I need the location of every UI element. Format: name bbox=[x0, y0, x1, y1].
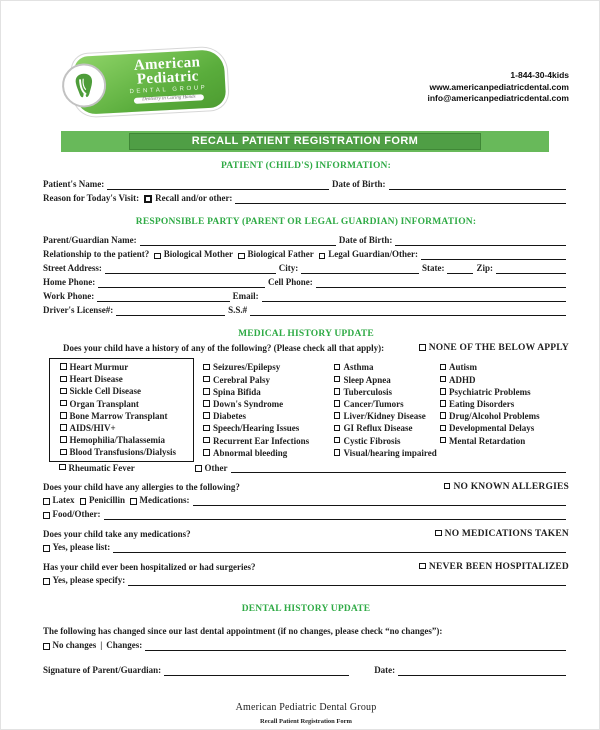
biological-father-checkbox[interactable] bbox=[238, 253, 245, 260]
condition-checkbox[interactable] bbox=[203, 425, 210, 432]
condition-checkbox[interactable] bbox=[440, 388, 447, 395]
relationship-label: Relationship to the patient? bbox=[43, 249, 150, 259]
conditions-last-row bbox=[43, 463, 569, 473]
condition-checkbox[interactable] bbox=[334, 388, 341, 395]
condition-checkbox[interactable] bbox=[440, 437, 447, 444]
condition-item bbox=[334, 361, 440, 373]
company-logo bbox=[74, 49, 227, 115]
allergies-question: Does your child have any allergies to the following? bbox=[43, 481, 240, 492]
legal-guardian-label: Legal Guardian/Other: bbox=[328, 249, 419, 259]
guardian-dob-field[interactable] bbox=[395, 237, 566, 246]
biological-mother-checkbox[interactable] bbox=[154, 253, 161, 260]
condition-label: Sickle Cell Disease bbox=[69, 386, 141, 397]
drivers-license-label: Driver's License#: bbox=[43, 305, 114, 315]
logo-dental-group: DENTAL GROUP bbox=[129, 85, 208, 96]
condition-item bbox=[334, 374, 440, 386]
condition-checkbox[interactable] bbox=[60, 436, 67, 443]
dental-intro-row bbox=[43, 626, 569, 637]
medications-yes-checkbox[interactable] bbox=[43, 545, 50, 552]
work-phone-field[interactable] bbox=[97, 293, 229, 302]
condition-label: Abnormal bleeding bbox=[212, 447, 288, 458]
none-apply-label: NONE OF THE BELOW APPLY bbox=[428, 343, 569, 353]
visit-reason-row bbox=[43, 193, 569, 204]
condition-label: Visual/hearing impaired bbox=[343, 447, 437, 458]
city-field[interactable] bbox=[301, 265, 419, 274]
date-label: Date: bbox=[374, 664, 396, 675]
cell-phone-label: Cell Phone: bbox=[268, 277, 313, 287]
condition-checkbox[interactable] bbox=[60, 412, 67, 419]
condition-checkbox[interactable] bbox=[60, 363, 67, 370]
condition-item bbox=[60, 398, 190, 410]
dental-intro: The following has changed since our last dental appointment (if no changes, please check “no changes”): bbox=[43, 625, 443, 636]
biological-mother-label: Biological Mother bbox=[163, 249, 234, 259]
footer-company-name: American Pediatric Dental Group bbox=[235, 701, 377, 713]
medical-intro-row bbox=[43, 343, 569, 353]
condition-label: Down's Syndrome bbox=[212, 399, 284, 410]
condition-label: Rheumatic Fever bbox=[68, 462, 135, 473]
condition-label: Cerebral Palsy bbox=[212, 374, 271, 385]
patient-name-row bbox=[43, 179, 569, 190]
no-medications-checkbox[interactable] bbox=[435, 530, 442, 537]
visit-other-field[interactable] bbox=[235, 195, 566, 204]
condition-label: Sleep Apnea bbox=[343, 374, 391, 385]
recall-checkbox[interactable] bbox=[144, 195, 152, 203]
condition-item bbox=[203, 447, 330, 459]
condition-checkbox[interactable] bbox=[60, 400, 67, 407]
medical-section-title: MEDICAL HISTORY UPDATE bbox=[238, 329, 374, 339]
logo-text bbox=[110, 49, 226, 105]
condition-label: AIDS/HIV+ bbox=[69, 423, 116, 434]
form-title: RECALL PATIENT REGISTRATION FORM bbox=[129, 133, 481, 150]
condition-item bbox=[203, 361, 330, 373]
condition-label: Developmental Delays bbox=[449, 423, 535, 434]
condition-item bbox=[203, 422, 330, 434]
cell-phone-field[interactable] bbox=[316, 279, 566, 288]
condition-checkbox[interactable] bbox=[60, 388, 67, 395]
condition-label: Autism bbox=[449, 362, 478, 373]
condition-item bbox=[203, 374, 330, 386]
condition-item bbox=[334, 447, 440, 459]
no-known-allergies-label: NO KNOWN ALLERGIES bbox=[453, 481, 569, 492]
no-changes-row bbox=[43, 640, 569, 651]
condition-checkbox[interactable] bbox=[440, 364, 447, 371]
hospital-yes-checkbox[interactable] bbox=[43, 578, 50, 585]
signature-field[interactable] bbox=[164, 667, 349, 676]
hospital-question-row bbox=[43, 562, 569, 572]
recall-label: Recall and/or other: bbox=[155, 193, 233, 203]
condition-checkbox[interactable] bbox=[203, 412, 210, 419]
condition-label: Diabetes bbox=[212, 411, 246, 422]
dental-section-title: DENTAL HISTORY UPDATE bbox=[241, 603, 371, 614]
zip-label: Zip: bbox=[476, 263, 493, 273]
condition-item bbox=[60, 385, 190, 397]
email-field[interactable] bbox=[262, 293, 566, 302]
no-medications-label: NO MEDICATIONS TAKEN bbox=[444, 528, 569, 539]
medications-yes-row bbox=[43, 542, 569, 553]
condition-checkbox[interactable] bbox=[334, 449, 341, 456]
never-hospitalized-option bbox=[419, 562, 569, 572]
hospital-specify-field[interactable] bbox=[128, 577, 566, 586]
none-apply-checkbox[interactable] bbox=[419, 344, 426, 351]
condition-label: Organ Transplant bbox=[69, 398, 139, 409]
condition-item bbox=[440, 361, 569, 373]
state-field[interactable] bbox=[447, 265, 473, 274]
condition-checkbox[interactable] bbox=[440, 376, 447, 383]
form-header bbox=[43, 53, 569, 123]
condition-item bbox=[203, 386, 330, 398]
condition-checkbox[interactable] bbox=[203, 437, 210, 444]
condition-label: Tuberculosis bbox=[343, 386, 392, 397]
condition-checkbox[interactable] bbox=[60, 424, 67, 431]
medications-allergy-checkbox[interactable] bbox=[130, 498, 137, 505]
condition-label: GI Reflux Disease bbox=[343, 423, 413, 434]
condition-other-label: Other bbox=[204, 462, 228, 473]
conditions-column-4 bbox=[440, 358, 569, 447]
conditions-column-2 bbox=[203, 358, 330, 459]
condition-label: Hemophilia/Thalassemia bbox=[69, 435, 166, 446]
condition-item bbox=[440, 435, 569, 447]
condition-item bbox=[334, 422, 440, 434]
allergies-question-row bbox=[43, 482, 569, 492]
medications-list-field[interactable] bbox=[113, 544, 566, 553]
work-phone-label: Work Phone: bbox=[43, 291, 95, 301]
condition-checkbox[interactable] bbox=[59, 464, 66, 471]
logo-word-pediatric: Pediatric bbox=[136, 68, 200, 88]
condition-other-field[interactable] bbox=[231, 464, 567, 473]
separator: | bbox=[100, 639, 103, 650]
email-label: Email: bbox=[232, 291, 259, 301]
condition-other-item bbox=[195, 463, 569, 473]
conditions-column-3 bbox=[334, 358, 440, 459]
condition-label: Spina Bifida bbox=[212, 386, 261, 397]
website-url: www.americanpediatricdental.com bbox=[429, 81, 569, 92]
guardian-name-label: Parent/Guardian Name: bbox=[43, 235, 137, 245]
never-hospitalized-checkbox[interactable] bbox=[419, 563, 426, 570]
condition-item bbox=[203, 435, 330, 447]
latex-label: Latex bbox=[52, 494, 75, 505]
food-other-label: Food/Other: bbox=[52, 508, 101, 519]
logo-word-american: American bbox=[133, 54, 201, 74]
email-address: info@americanpediatricdental.com bbox=[427, 93, 569, 103]
legal-guardian-checkbox[interactable] bbox=[319, 253, 326, 260]
condition-checkbox[interactable] bbox=[60, 376, 67, 383]
condition-item bbox=[60, 410, 190, 422]
form-title-banner bbox=[61, 131, 549, 152]
condition-item bbox=[334, 410, 440, 422]
street-address-field[interactable] bbox=[105, 265, 276, 274]
guardian-name-row bbox=[43, 235, 569, 246]
food-other-checkbox[interactable] bbox=[43, 512, 50, 519]
patient-name-label: Patient's Name: bbox=[43, 179, 105, 189]
condition-checkbox[interactable] bbox=[203, 388, 210, 395]
condition-label: Cystic Fibrosis bbox=[343, 435, 401, 446]
never-hospitalized-label: NEVER BEEN HOSPITALIZED bbox=[428, 561, 569, 572]
condition-item bbox=[334, 398, 440, 410]
visit-reason-label: Reason for Today's Visit: bbox=[43, 193, 140, 203]
condition-item bbox=[60, 422, 190, 434]
no-changes-label: No changes bbox=[52, 639, 97, 650]
condition-checkbox[interactable] bbox=[334, 400, 341, 407]
food-other-row bbox=[43, 509, 569, 520]
hospital-question: Has your child ever been hospitalized or had surgeries? bbox=[43, 561, 256, 572]
responsible-section-title: RESPONSIBLE PARTY (PARENT OR LEGAL GUARDIAN) INFORMATION: bbox=[135, 217, 477, 227]
condition-other-checkbox[interactable] bbox=[195, 465, 202, 472]
date-field[interactable] bbox=[398, 667, 566, 676]
signature-label: Signature of Parent/Guardian: bbox=[43, 664, 162, 675]
logo-tagline: Dentistry in Caring Hands bbox=[134, 94, 204, 104]
phone-number: 1-844-30-4kids bbox=[510, 70, 569, 80]
signature-row bbox=[43, 665, 569, 676]
condition-checkbox[interactable] bbox=[440, 425, 447, 432]
changes-field[interactable] bbox=[145, 642, 566, 651]
condition-label: Drug/Alcohol Problems bbox=[449, 411, 540, 422]
condition-label: Asthma bbox=[343, 362, 374, 373]
medications-yes-label: Yes, please list: bbox=[52, 541, 111, 552]
condition-label: Seizures/Epilepsy bbox=[212, 362, 281, 373]
license-row bbox=[43, 305, 569, 316]
condition-item bbox=[203, 398, 330, 410]
condition-item bbox=[440, 386, 569, 398]
guardian-dob-label: Date of Birth: bbox=[338, 235, 393, 245]
condition-label: Heart Disease bbox=[69, 374, 123, 385]
condition-checkbox[interactable] bbox=[440, 400, 447, 407]
changes-label: Changes: bbox=[106, 639, 143, 650]
condition-label: Recurrent Ear Infections bbox=[212, 435, 310, 446]
food-other-field[interactable] bbox=[104, 511, 567, 520]
street-address-label: Street Address: bbox=[43, 263, 102, 273]
city-label: City: bbox=[278, 263, 299, 273]
ssn-label: S.S.# bbox=[228, 305, 248, 315]
state-label: State: bbox=[421, 263, 445, 273]
relationship-row bbox=[43, 249, 569, 260]
ssn-field[interactable] bbox=[250, 307, 566, 316]
medications-allergy-label: Medications: bbox=[139, 494, 190, 505]
home-phone-label: Home Phone: bbox=[43, 277, 96, 287]
condition-item bbox=[440, 422, 569, 434]
page-footer bbox=[43, 702, 569, 725]
condition-item bbox=[43, 463, 195, 473]
work-phone-row bbox=[43, 291, 569, 302]
condition-checkbox[interactable] bbox=[203, 364, 210, 371]
address-row bbox=[43, 263, 569, 274]
penicillin-label: Penicillin bbox=[89, 494, 125, 505]
zip-field[interactable] bbox=[496, 265, 566, 274]
condition-label: Psychiatric Problems bbox=[449, 386, 531, 397]
no-changes-checkbox[interactable] bbox=[43, 643, 50, 650]
condition-label: Bone Marrow Transplant bbox=[69, 410, 168, 421]
allergies-options-row bbox=[43, 495, 569, 506]
patient-name-field[interactable] bbox=[107, 181, 329, 190]
biological-father-label: Biological Father bbox=[247, 249, 314, 259]
tooth-icon bbox=[61, 62, 107, 108]
condition-item bbox=[60, 361, 190, 373]
condition-item bbox=[60, 434, 190, 446]
patient-dob-label: Date of Birth: bbox=[332, 179, 386, 189]
condition-label: Heart Murmur bbox=[69, 362, 129, 373]
no-known-allergies-checkbox[interactable] bbox=[444, 483, 451, 490]
condition-checkbox[interactable] bbox=[60, 449, 67, 456]
patient-dob-field[interactable] bbox=[389, 181, 566, 190]
condition-checkbox[interactable] bbox=[203, 376, 210, 383]
condition-item bbox=[60, 446, 190, 458]
medications-allergy-field[interactable] bbox=[193, 497, 567, 506]
condition-item bbox=[440, 398, 569, 410]
footer-form-name: Recall Patient Registration Form bbox=[260, 717, 352, 725]
condition-checkbox[interactable] bbox=[203, 449, 210, 456]
condition-label: Blood Transfusions/Dialysis bbox=[69, 447, 176, 458]
condition-label: Liver/Kidney Disease bbox=[343, 411, 426, 422]
condition-item bbox=[440, 374, 569, 386]
legal-guardian-other-field[interactable] bbox=[421, 251, 566, 260]
none-apply-option bbox=[419, 343, 569, 353]
latex-checkbox[interactable] bbox=[43, 498, 50, 505]
condition-label: Speech/Hearing Issues bbox=[212, 423, 300, 434]
hospital-yes-row bbox=[43, 575, 569, 586]
condition-item bbox=[334, 435, 440, 447]
conditions-column-1 bbox=[49, 358, 194, 462]
condition-item bbox=[440, 410, 569, 422]
conditions-checklist bbox=[43, 358, 569, 462]
condition-label: Eating Disorders bbox=[449, 399, 515, 410]
medical-intro: Does your child have a history of any of the following? (Please check all that apply): bbox=[63, 343, 385, 353]
no-known-allergies-option bbox=[444, 482, 569, 492]
no-medications-option bbox=[435, 529, 569, 539]
condition-label: Cancer/Tumors bbox=[343, 399, 404, 410]
hospital-yes-label: Yes, please specify: bbox=[52, 574, 126, 585]
home-phone-row bbox=[43, 277, 569, 288]
guardian-name-field[interactable] bbox=[140, 237, 336, 246]
condition-checkbox[interactable] bbox=[334, 437, 341, 444]
penicillin-checkbox[interactable] bbox=[80, 498, 87, 505]
condition-item bbox=[334, 386, 440, 398]
condition-checkbox[interactable] bbox=[203, 400, 210, 407]
patient-section-title: PATIENT (CHILD'S) INFORMATION: bbox=[221, 161, 391, 171]
condition-label: Mental Retardation bbox=[449, 435, 526, 446]
home-phone-field[interactable] bbox=[98, 279, 265, 288]
medications-question-row bbox=[43, 529, 569, 539]
condition-item bbox=[60, 373, 190, 385]
condition-checkbox[interactable] bbox=[334, 425, 341, 432]
condition-item bbox=[203, 410, 330, 422]
condition-label: ADHD bbox=[449, 374, 476, 385]
contact-block bbox=[428, 70, 570, 105]
condition-checkbox[interactable] bbox=[334, 376, 341, 383]
medications-question: Does your child take any medications? bbox=[43, 528, 191, 539]
condition-checkbox[interactable] bbox=[334, 412, 341, 419]
condition-checkbox[interactable] bbox=[440, 412, 447, 419]
condition-checkbox[interactable] bbox=[334, 364, 341, 371]
drivers-license-field[interactable] bbox=[116, 307, 225, 316]
